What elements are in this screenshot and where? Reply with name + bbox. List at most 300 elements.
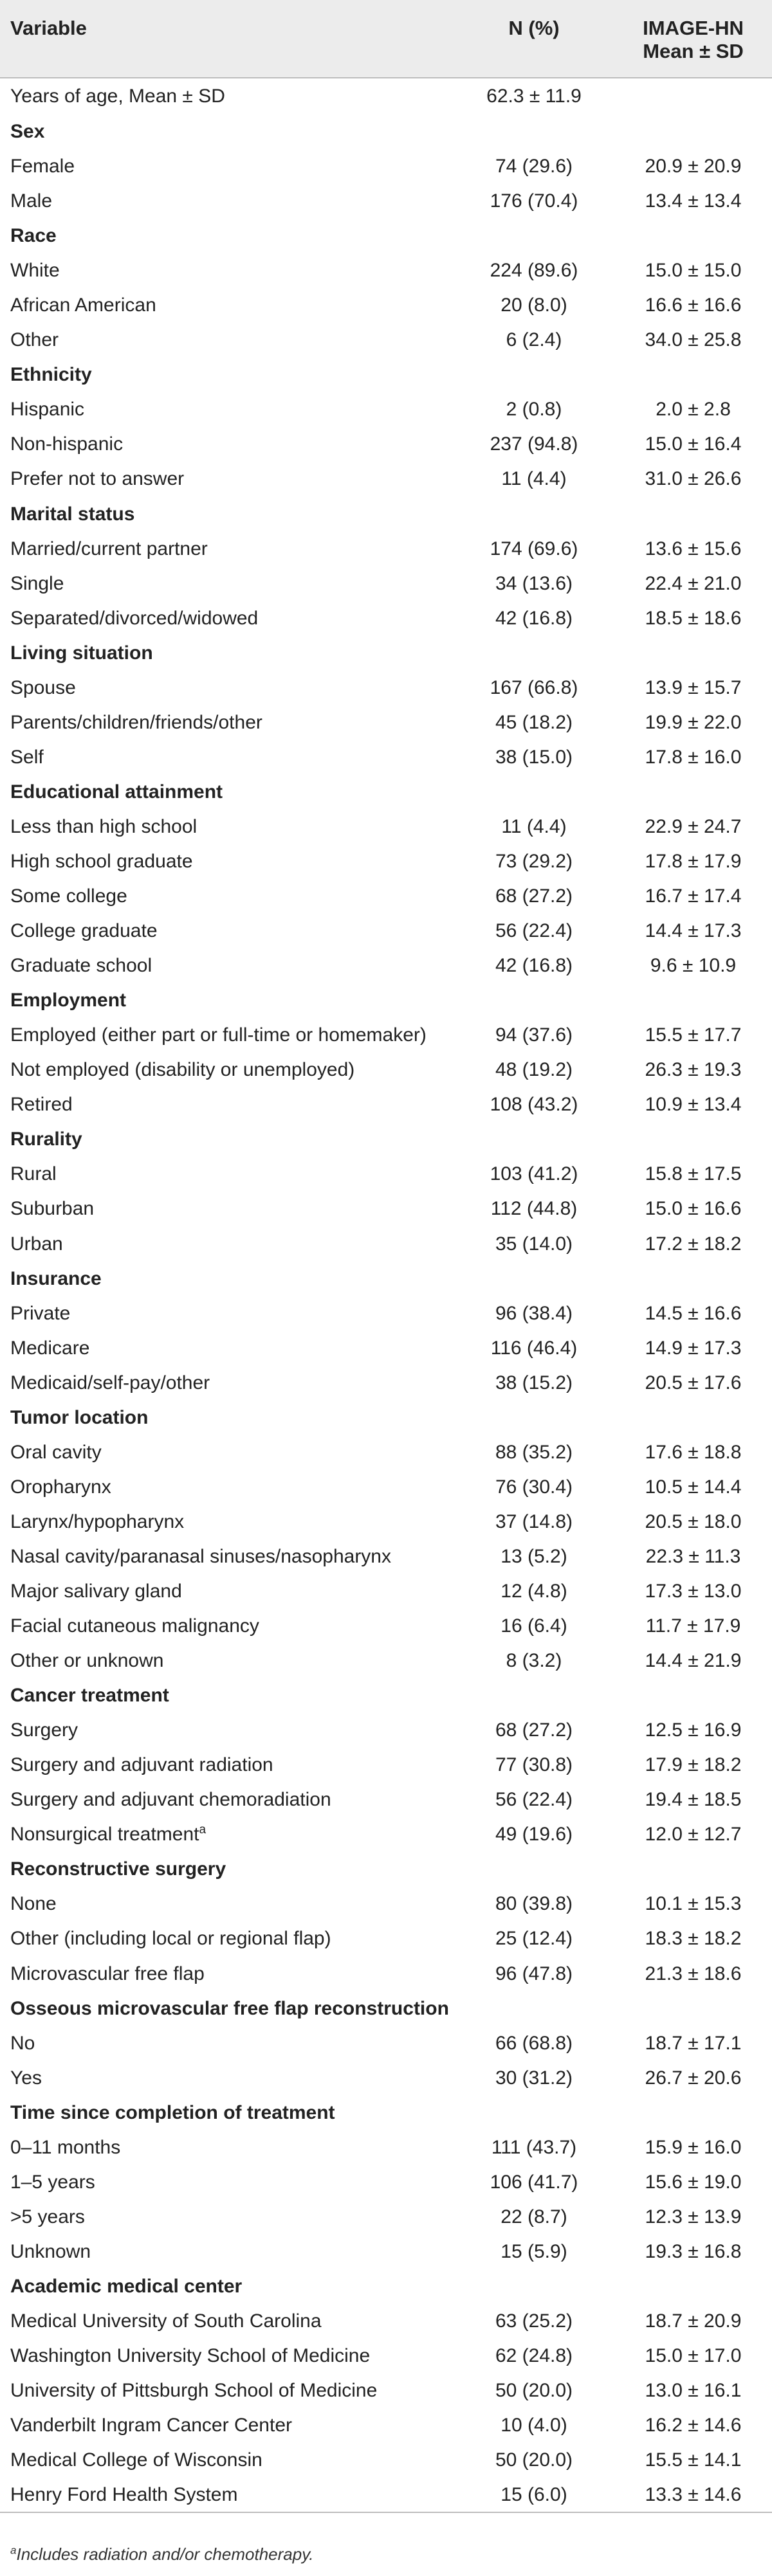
n-percent-cell: 15 (5.9) — [501, 2240, 567, 2262]
n-percent-cell: 80 (39.8) — [495, 1893, 573, 1915]
n-percent-cell: 42 (16.8) — [495, 607, 573, 629]
n-percent-cell: 35 (14.0) — [495, 1233, 573, 1255]
image-hn-cell: 11.7 ± 17.9 — [645, 1615, 741, 1637]
variable-label — [0, 1018, 454, 1053]
section-header-row — [0, 114, 772, 149]
image-hn-cell: 26.3 ± 19.3 — [645, 1059, 742, 1081]
section-label — [0, 497, 454, 532]
n-percent-cell: 11 (4.4) — [501, 468, 567, 490]
image-hn-cell — [614, 2096, 772, 2130]
table-row — [0, 1157, 772, 1192]
table-row — [0, 1227, 772, 1262]
n-percent-cell: 25 (12.4) — [495, 1928, 573, 1950]
section-header-row — [0, 1122, 772, 1157]
label-text: African American — [10, 295, 156, 316]
variable-label — [0, 532, 454, 567]
n-percent-cell: 30 (31.2) — [495, 2067, 573, 2089]
variable-label — [0, 1887, 454, 1921]
section-label — [0, 1852, 454, 1887]
section-header-row — [0, 983, 772, 1018]
label-text: Marital status — [10, 503, 135, 525]
table-row — [0, 705, 772, 740]
label-text: Hispanic — [10, 399, 85, 421]
table-row — [0, 1713, 772, 1748]
table-row — [0, 948, 772, 983]
n-percent-cell — [454, 775, 614, 810]
image-hn-cell: 13.0 ± 16.1 — [645, 2380, 742, 2402]
table-row — [0, 253, 772, 288]
label-text: Less than high school — [10, 815, 198, 837]
variable-label — [0, 2443, 454, 2478]
n-percent-cell: 10 (4.0) — [501, 2415, 567, 2436]
variable-label — [0, 1157, 454, 1192]
image-hn-cell: 15.0 ± 16.6 — [645, 1198, 742, 1220]
image-hn-cell: 15.8 ± 17.5 — [645, 1163, 742, 1185]
label-text: Surgery and adjuvant radiation — [10, 1754, 273, 1776]
label-text: Rural — [10, 1163, 57, 1185]
variable-label — [0, 1470, 454, 1505]
image-hn-cell: 10.9 ± 13.4 — [645, 1094, 742, 1116]
label-text: Race — [10, 225, 57, 247]
image-hn-cell: 19.3 ± 16.8 — [645, 2240, 742, 2262]
image-hn-cell — [614, 78, 772, 114]
variable-label — [0, 392, 454, 427]
variable-label — [0, 948, 454, 983]
n-percent-cell: 56 (22.4) — [495, 1789, 573, 1811]
section-label — [0, 114, 454, 149]
n-percent-cell — [454, 983, 614, 1018]
label-text: Employed (either part or full-time or homemaker) — [10, 1024, 427, 1046]
variable-label — [0, 2478, 454, 2512]
section-label — [0, 1262, 454, 1296]
label-text: Not employed (disability or unemployed) — [10, 1059, 355, 1081]
variable-label — [0, 1366, 454, 1401]
image-hn-cell: 34.0 ± 25.8 — [645, 329, 742, 351]
image-hn-cell: 17.9 ± 18.2 — [645, 1754, 742, 1776]
image-hn-cell: 14.9 ± 17.3 — [645, 1337, 742, 1359]
image-hn-cell — [614, 114, 772, 149]
image-hn-cell — [614, 636, 772, 671]
table-row — [0, 2408, 772, 2443]
variable-label — [0, 810, 454, 844]
section-header-row — [0, 1401, 772, 1435]
n-percent-cell: 111 (43.7) — [491, 2136, 577, 2158]
variable-label — [0, 1539, 454, 1574]
label-text: Rurality — [10, 1129, 82, 1150]
label-text: Other (including local or regional flap) — [10, 1928, 331, 1950]
n-percent-cell: 66 (68.8) — [495, 2032, 573, 2054]
section-label — [0, 1122, 454, 1157]
table-row — [0, 78, 772, 114]
n-percent-cell: 73 (29.2) — [495, 851, 573, 872]
image-hn-cell: 12.5 ± 16.9 — [645, 1719, 742, 1741]
label-text: Medical College of Wisconsin — [10, 2449, 262, 2471]
label-text: Employment — [10, 990, 127, 1011]
section-label — [0, 775, 454, 810]
image-hn-cell: 15.0 ± 16.4 — [645, 433, 742, 455]
image-hn-cell: 22.4 ± 21.0 — [645, 572, 742, 594]
header-variable: Variable — [0, 0, 454, 78]
label-text: Reconstructive surgery — [10, 1858, 226, 1880]
image-hn-cell: 16.6 ± 16.6 — [645, 295, 742, 316]
n-percent-cell: 42 (16.8) — [495, 955, 573, 977]
image-hn-cell: 14.5 ± 16.6 — [645, 1302, 742, 1324]
section-label — [0, 983, 454, 1018]
label-text: None — [10, 1893, 57, 1915]
table-row — [0, 2061, 772, 2096]
table-row — [0, 323, 772, 358]
variable-label — [0, 462, 454, 496]
label-text: Insurance — [10, 1267, 102, 1289]
variable-label — [0, 1644, 454, 1678]
label-text: Urban — [10, 1233, 63, 1255]
image-hn-cell: 21.3 ± 18.6 — [645, 1963, 742, 1984]
section-label — [0, 1678, 454, 1713]
image-hn-cell: 9.6 ± 10.9 — [650, 955, 737, 977]
label-text: Unknown — [10, 2240, 91, 2262]
n-percent-cell: 12 (4.8) — [501, 1580, 567, 1602]
image-hn-cell — [614, 497, 772, 532]
label-text: Single — [10, 572, 64, 594]
label-text: Female — [10, 156, 75, 177]
label-text: Medicaid/self-pay/other — [10, 1372, 210, 1393]
variable-label — [0, 323, 454, 358]
image-hn-cell: 18.7 ± 20.9 — [645, 2310, 742, 2332]
variable-label — [0, 1748, 454, 1782]
section-header-row — [0, 2269, 772, 2304]
variable-label — [0, 2235, 454, 2269]
header-image-hn — [614, 0, 772, 78]
image-hn-cell — [614, 219, 772, 253]
image-hn-cell: 20.5 ± 17.6 — [645, 1372, 742, 1393]
label-text: Self — [10, 746, 44, 768]
label-text: Separated/divorced/widowed — [10, 607, 259, 629]
n-percent-cell: 56 (22.4) — [495, 920, 573, 942]
n-percent-cell — [454, 1678, 614, 1713]
n-percent-cell: 174 (69.6) — [490, 538, 578, 559]
label-text: 1–5 years — [10, 2171, 95, 2193]
table-body — [0, 78, 772, 2512]
footnote-marker: a — [10, 2544, 17, 2557]
table-row — [0, 1435, 772, 1470]
n-percent-cell — [454, 497, 614, 532]
variable-label — [0, 705, 454, 740]
table-row — [0, 2443, 772, 2478]
image-hn-cell: 31.0 ± 26.6 — [645, 468, 742, 490]
table-header — [0, 0, 772, 78]
table-row — [0, 2339, 772, 2373]
n-percent-cell: 68 (27.2) — [495, 885, 573, 907]
image-hn-cell: 22.3 ± 11.3 — [645, 1545, 741, 1567]
variable-label — [0, 1087, 454, 1122]
variable-label — [0, 601, 454, 636]
label-text: Graduate school — [10, 955, 152, 977]
variable-label — [0, 288, 454, 323]
n-percent-cell: 176 (70.4) — [490, 190, 578, 212]
image-hn-cell: 12.0 ± 12.7 — [645, 1824, 742, 1846]
n-percent-cell: 38 (15.2) — [495, 1372, 573, 1393]
image-hn-cell: 26.7 ± 20.6 — [645, 2067, 742, 2089]
table-row — [0, 1956, 772, 1991]
table-row — [0, 740, 772, 775]
variable-label — [0, 1331, 454, 1366]
n-percent-cell — [454, 114, 614, 149]
n-percent-cell: 22 (8.7) — [501, 2206, 567, 2227]
n-percent-cell — [454, 636, 614, 671]
table-row — [0, 1018, 772, 1053]
table-row — [0, 149, 772, 184]
label-text: Nonsurgical treatment — [10, 1824, 199, 1846]
n-percent-cell: 96 (47.8) — [495, 1963, 573, 1984]
image-hn-cell: 10.5 ± 14.4 — [645, 1476, 742, 1498]
table-row — [0, 2235, 772, 2269]
table-row — [0, 2200, 772, 2235]
variable-label — [0, 879, 454, 914]
image-hn-cell: 15.0 ± 17.0 — [645, 2345, 742, 2367]
n-percent-cell: 108 (43.2) — [490, 1094, 578, 1116]
table-row — [0, 1087, 772, 1122]
n-percent-cell: 96 (38.4) — [495, 1302, 573, 1324]
label-text: Oral cavity — [10, 1441, 102, 1463]
label-text: University of Pittsburgh School of Medicine — [10, 2380, 378, 2402]
section-header-row — [0, 1262, 772, 1296]
variable-label — [0, 1817, 454, 1852]
label-text: Tumor location — [10, 1406, 149, 1428]
label-text: Medical University of South Carolina — [10, 2310, 322, 2332]
section-label — [0, 636, 454, 671]
label-text: Parents/children/friends/other — [10, 711, 262, 733]
table-row — [0, 1782, 772, 1817]
n-percent-cell: 103 (41.2) — [490, 1163, 578, 1185]
n-percent-cell: 13 (5.2) — [501, 1545, 567, 1567]
variable-label — [0, 740, 454, 775]
label-text: Ethnicity — [10, 364, 92, 386]
variable-label — [0, 2339, 454, 2373]
image-hn-cell — [614, 775, 772, 810]
label-text: College graduate — [10, 920, 158, 942]
n-percent-cell — [454, 1122, 614, 1157]
label-text: Years of age, Mean ± SD — [10, 86, 225, 107]
label-text: Time since completion of treatment — [10, 2101, 335, 2123]
image-hn-cell: 16.7 ± 17.4 — [645, 885, 742, 907]
table-row — [0, 2373, 772, 2408]
label-text: Nasal cavity/paranasal sinuses/nasopharynx — [10, 1545, 391, 1567]
image-hn-cell: 15.9 ± 16.0 — [645, 2136, 742, 2158]
table-row — [0, 601, 772, 636]
variable-label — [0, 1609, 454, 1644]
image-hn-cell: 16.2 ± 14.6 — [645, 2415, 742, 2436]
table-row — [0, 1366, 772, 1401]
table-row — [0, 462, 772, 496]
variable-label — [0, 567, 454, 601]
variable-label — [0, 1956, 454, 1991]
label-text: High school graduate — [10, 851, 193, 872]
table-row — [0, 1296, 772, 1331]
label-text: Yes — [10, 2067, 42, 2089]
variable-label — [0, 2373, 454, 2408]
label-text: Osseous microvascular free flap reconstruction — [10, 1997, 449, 2019]
image-hn-cell — [614, 2269, 772, 2304]
image-hn-cell: 20.9 ± 20.9 — [645, 156, 742, 177]
n-percent-cell: 77 (30.8) — [495, 1754, 573, 1776]
table-row — [0, 2478, 772, 2512]
label-text: Academic medical center — [10, 2275, 243, 2297]
table-row — [0, 1644, 772, 1678]
table-row — [0, 184, 772, 219]
n-percent-cell: 8 (3.2) — [506, 1650, 562, 1672]
image-hn-cell: 14.4 ± 21.9 — [645, 1650, 742, 1672]
n-percent-cell — [454, 1852, 614, 1887]
n-percent-cell: 16 (6.4) — [501, 1615, 567, 1637]
n-percent-cell: 62 (24.8) — [495, 2345, 573, 2367]
table-row — [0, 567, 772, 601]
label-text: Microvascular free flap — [10, 1963, 205, 1984]
section-label — [0, 219, 454, 253]
section-header-row — [0, 1991, 772, 2026]
n-percent-cell: 15 (6.0) — [454, 2478, 614, 2512]
footnote-text: Includes radiation and/or chemotherapy. — [16, 2544, 314, 2564]
variable-label — [0, 149, 454, 184]
label-text: Major salivary gland — [10, 1580, 182, 1602]
label-text: Facial cutaneous malignancy — [10, 1615, 259, 1637]
table-row — [0, 671, 772, 705]
label-text: Surgery — [10, 1719, 78, 1741]
table-row — [0, 810, 772, 844]
section-header-row — [0, 358, 772, 392]
image-hn-cell: 13.3 ± 14.6 — [614, 2478, 772, 2512]
image-hn-cell — [614, 358, 772, 392]
variable-label — [0, 1505, 454, 1539]
section-header-row — [0, 497, 772, 532]
image-hn-cell: 17.2 ± 18.2 — [645, 1233, 742, 1255]
label-text: Other or unknown — [10, 1650, 164, 1672]
n-percent-cell: 68 (27.2) — [495, 1719, 573, 1741]
image-hn-cell — [614, 1401, 772, 1435]
image-hn-cell: 15.5 ± 17.7 — [645, 1024, 742, 1046]
label-text: Vanderbilt Ingram Cancer Center — [10, 2415, 292, 2436]
label-text: 0–11 months — [10, 2136, 121, 2158]
image-hn-cell — [614, 1678, 772, 1713]
variable-label — [0, 2061, 454, 2096]
table-row — [0, 1921, 772, 1956]
section-header-row — [0, 775, 772, 810]
table-row — [0, 1505, 772, 1539]
label-text: No — [10, 2032, 35, 2054]
section-label — [0, 1991, 454, 2026]
variable-label — [0, 2130, 454, 2165]
n-percent-cell: 106 (41.7) — [490, 2171, 578, 2193]
n-percent-cell: 63 (25.2) — [495, 2310, 573, 2332]
image-hn-cell: 18.7 ± 17.1 — [645, 2032, 742, 2054]
section-header-row — [0, 1852, 772, 1887]
variable-label — [0, 427, 454, 462]
n-percent-cell: 112 (44.8) — [490, 1198, 578, 1220]
image-hn-cell: 22.9 ± 24.7 — [645, 815, 742, 837]
n-percent-cell: 2 (0.8) — [506, 399, 562, 421]
n-percent-cell: 48 (19.2) — [495, 1059, 573, 1081]
image-hn-cell: 10.1 ± 15.3 — [645, 1893, 742, 1915]
label-text: Oropharynx — [10, 1476, 111, 1498]
variable-label — [0, 1192, 454, 1226]
image-hn-cell: 13.6 ± 15.6 — [645, 538, 742, 559]
label-text: Other — [10, 329, 59, 351]
n-percent-cell — [454, 358, 614, 392]
image-hn-cell: 2.0 ± 2.8 — [656, 399, 731, 421]
label-text: Male — [10, 190, 53, 212]
n-percent-cell: 11 (4.4) — [501, 815, 567, 837]
header-n-percent: N (%) — [454, 0, 614, 78]
variable-label — [0, 1782, 454, 1817]
label-text: Non-hispanic — [10, 433, 124, 455]
table-row — [0, 1539, 772, 1574]
image-hn-cell — [614, 983, 772, 1018]
image-hn-cell: 17.8 ± 16.0 — [645, 746, 742, 768]
variable-label — [0, 2165, 454, 2200]
n-percent-cell: 76 (30.4) — [495, 1476, 573, 1498]
label-text: Henry Ford Health System — [10, 2483, 238, 2505]
image-hn-cell: 15.0 ± 15.0 — [645, 260, 742, 282]
n-percent-cell — [454, 1262, 614, 1296]
n-percent-cell: 34 (13.6) — [495, 572, 573, 594]
table-row — [0, 914, 772, 948]
variable-label — [0, 2026, 454, 2061]
label-text: White — [10, 260, 60, 282]
variable-label — [0, 1921, 454, 1956]
table-row — [0, 844, 772, 879]
n-percent-cell: 74 (29.6) — [495, 156, 573, 177]
variable-label — [0, 1053, 454, 1087]
variable-label — [0, 2304, 454, 2339]
image-hn-cell: 17.6 ± 18.8 — [645, 1441, 742, 1463]
variable-label — [0, 2408, 454, 2443]
label-text: Retired — [10, 1094, 73, 1116]
table-row — [0, 2304, 772, 2339]
n-percent-cell: 94 (37.6) — [495, 1024, 573, 1046]
n-percent-cell: 62.3 ± 11.9 — [486, 86, 582, 107]
label-text: Spouse — [10, 676, 76, 698]
section-header-row — [0, 219, 772, 253]
variable-label — [0, 78, 454, 114]
section-header-row — [0, 1678, 772, 1713]
n-percent-cell: 237 (94.8) — [490, 433, 578, 455]
variable-label — [0, 914, 454, 948]
table-row — [0, 427, 772, 462]
table-row — [0, 1609, 772, 1644]
n-percent-cell: 50 (20.0) — [495, 2449, 573, 2471]
image-hn-cell — [614, 1991, 772, 2026]
footnote-marker: a — [199, 1823, 207, 1837]
n-percent-cell: 6 (2.4) — [506, 329, 562, 351]
image-hn-cell: 19.9 ± 22.0 — [645, 711, 742, 733]
label-text: Prefer not to answer — [10, 468, 185, 490]
variable-label — [0, 1227, 454, 1262]
label-text: Washington University School of Medicine — [10, 2345, 371, 2367]
section-header-row — [0, 636, 772, 671]
n-percent-cell: 167 (66.8) — [490, 676, 578, 698]
variable-label — [0, 1435, 454, 1470]
image-hn-cell — [614, 1852, 772, 1887]
n-percent-cell: 20 (8.0) — [501, 295, 567, 316]
variable-label — [0, 1296, 454, 1331]
section-label — [0, 2269, 454, 2304]
image-hn-cell: 13.4 ± 13.4 — [645, 190, 742, 212]
n-percent-cell: 50 (20.0) — [495, 2380, 573, 2402]
label-text: Private — [10, 1302, 71, 1324]
table-row — [0, 879, 772, 914]
label-text: Larynx/hypopharynx — [10, 1510, 185, 1532]
variable-label — [0, 1713, 454, 1748]
section-label — [0, 1401, 454, 1435]
